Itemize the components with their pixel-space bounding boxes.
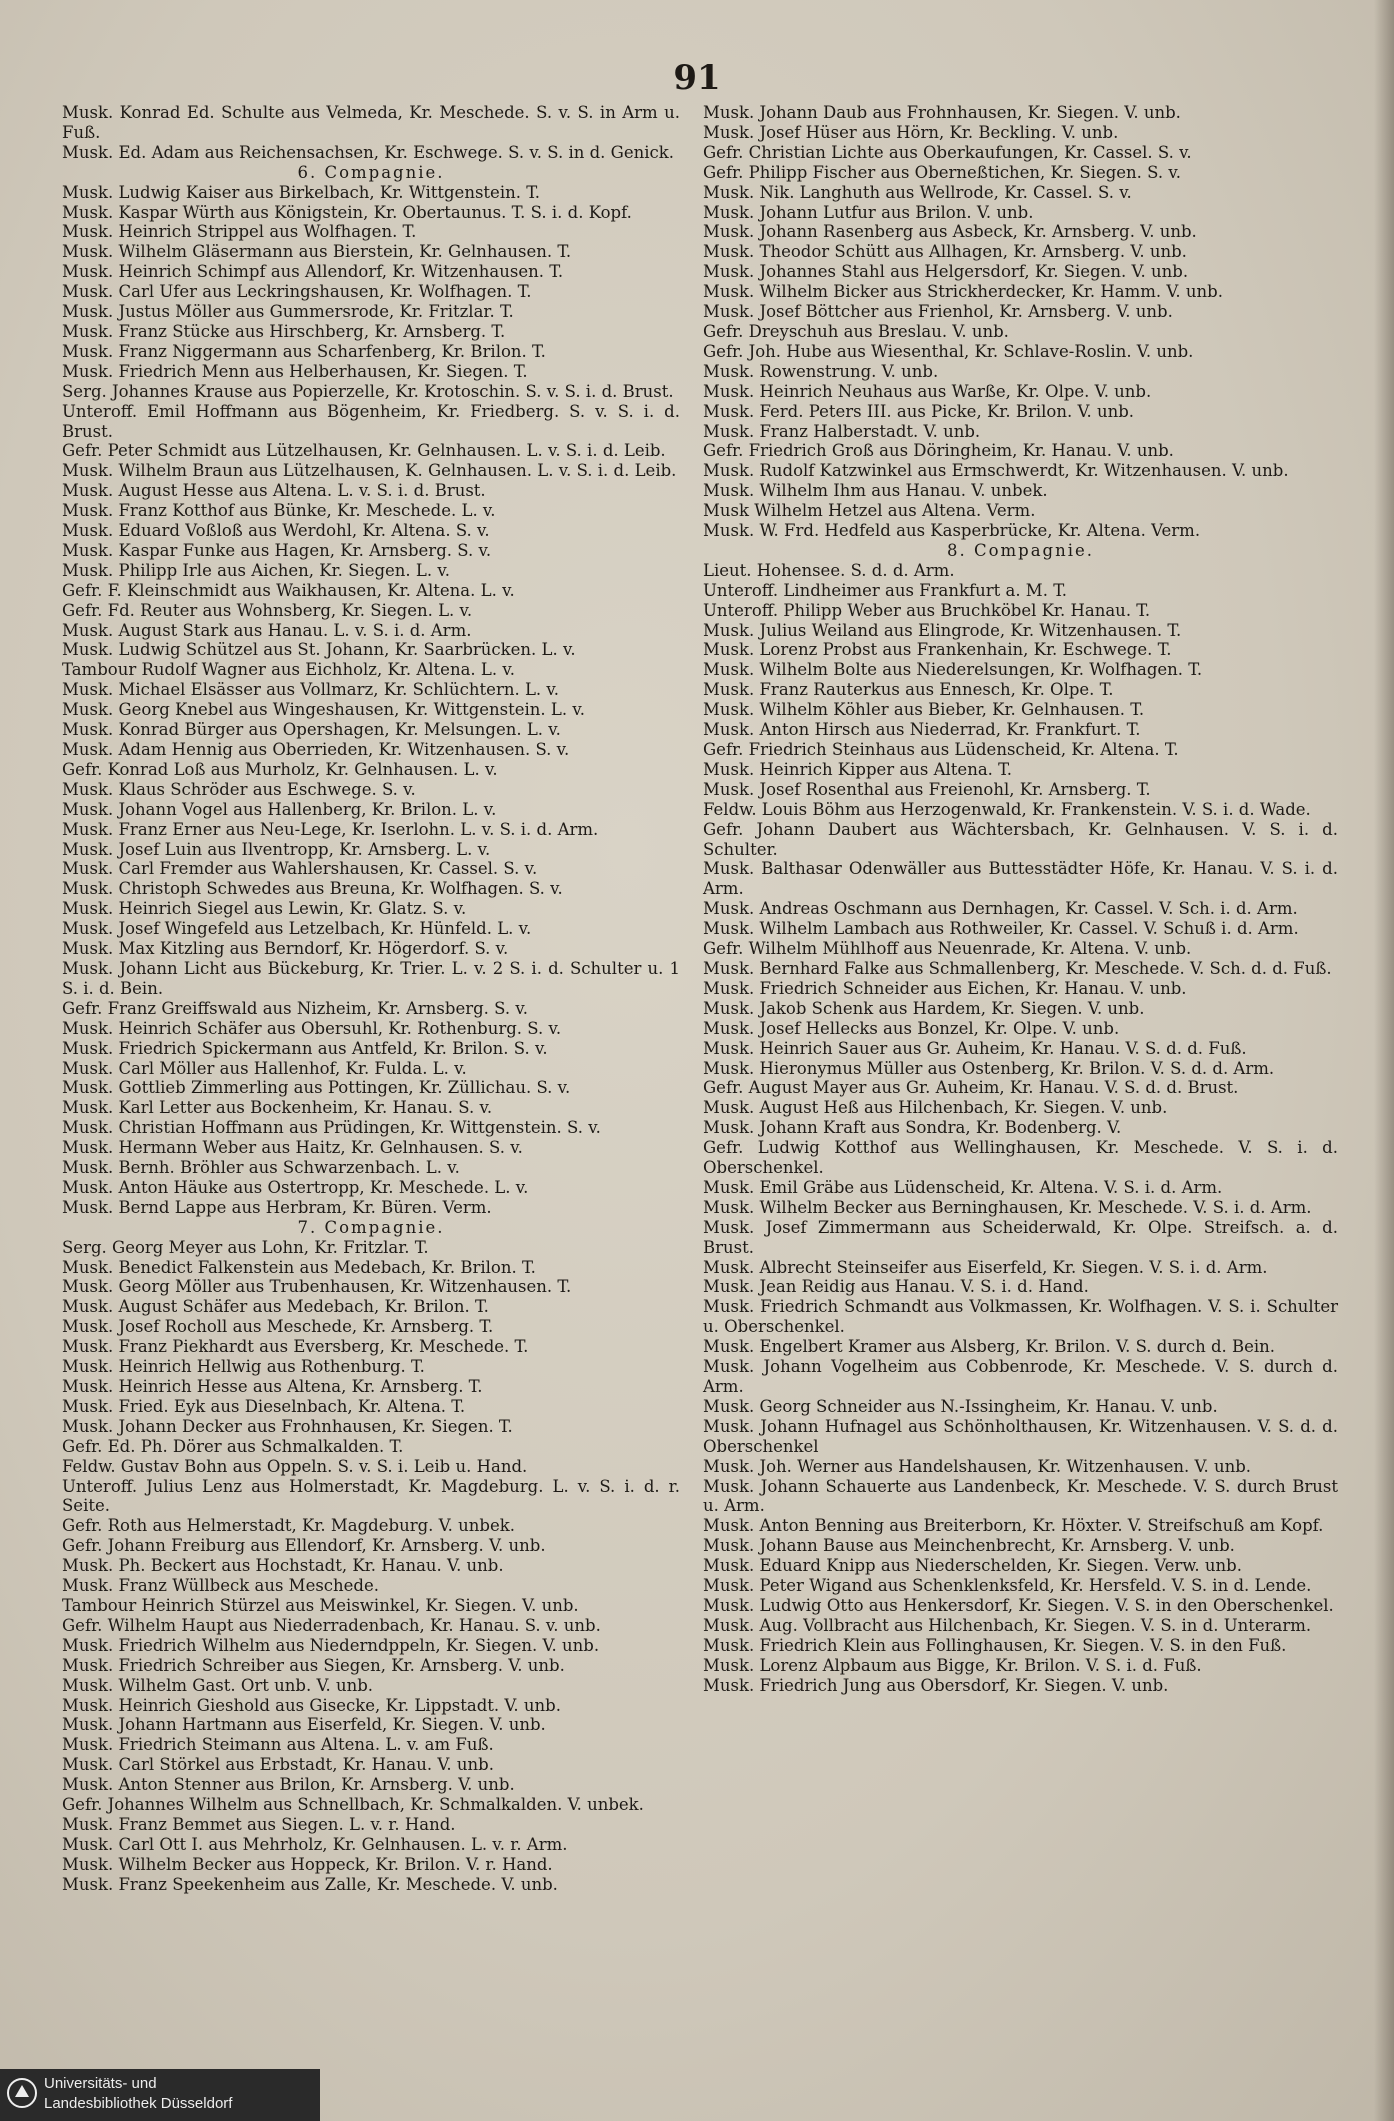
- casualty-entry: Musk. Rudolf Katzwinkel aus Ermschwerdt, Kr. Witzenhausen. V. unb.: [703, 461, 1289, 481]
- casualty-entry: Musk. Wilhelm Becker aus Hoppeck, Kr. Brilon. V. r. Hand.: [62, 1854, 553, 1874]
- casualty-entry: Musk. Theodor Schütt aus Allhagen, Kr. Arnsberg. V. unb.: [703, 242, 1187, 262]
- casualty-entry: Musk. Lorenz Probst aus Frankenhain, Kr. Eschwege. T.: [703, 640, 1172, 660]
- casualty-entry: Musk. Friedrich Schmandt aus Volkmassen, Kr. Wolfhagen. V. S. i. Schulter u. Oberschenkel.: [703, 1297, 1338, 1337]
- casualty-entry: Musk. Franz Rauterkus aus Ennesch, Kr. Olpe. T.: [703, 680, 1114, 700]
- casualty-entry: Gefr. Peter Schmidt aus Lützelhausen, Kr. Gelnhausen. L. v. S. i. d. Leib.: [62, 441, 666, 461]
- casualty-entry: Musk. Johannes Stahl aus Helgersdorf, Kr. Siegen. V. unb.: [703, 262, 1189, 282]
- casualty-entry: Musk. August Hesse aus Altena. L. v. S. i. d. Brust.: [62, 481, 486, 501]
- casualty-entry: Musk. Ludwig Otto aus Henkersdorf, Kr. Siegen. V. S. in den Oberschenkel.: [703, 1595, 1334, 1615]
- casualty-entry: Serg. Johannes Krause aus Popierzelle, Kr. Krotoschin. S. v. S. i. d. Brust.: [62, 381, 674, 401]
- casualty-entry: Musk. Kaspar Funke aus Hagen, Kr. Arnsberg. S. v.: [62, 540, 492, 560]
- casualty-entry: Musk. Franz Kotthof aus Bünke, Kr. Meschede. L. v.: [62, 501, 496, 521]
- casualty-entry: Musk. Josef Zimmermann aus Scheiderwald, Kr. Olpe. Streifsch. a. d. Brust.: [703, 1217, 1338, 1257]
- casualty-entry: Gefr. Johann Daubert aus Wächtersbach, Kr. Gelnhausen. V. S. i. d. Schulter.: [703, 819, 1338, 859]
- casualty-entry: Musk. Friedrich Schneider aus Eichen, Kr. Hanau. V. unb.: [703, 978, 1187, 998]
- casualty-entry: Musk. Franz Speekenheim aus Zalle, Kr. Meschede. V. unb.: [62, 1874, 558, 1894]
- casualty-entry: Musk. Friedrich Menn aus Helberhausen, Kr. Siegen. T.: [62, 361, 528, 381]
- casualty-entry: Musk. Nik. Langhuth aus Wellrode, Kr. Cassel. S. v.: [703, 182, 1132, 202]
- casualty-entry: Musk. Michael Elsässer aus Vollmarz, Kr. Schlüchtern. L. v.: [62, 680, 560, 700]
- casualty-entry: Musk. Josef Rocholl aus Meschede, Kr. Arnsberg. T.: [62, 1317, 494, 1337]
- casualty-entry: Musk. Johann Licht aus Bückeburg, Kr. Trier. L. v. 2 S. i. d. Schulter u. 1 S. i. d. Bein.: [62, 958, 680, 998]
- casualty-entry: Musk. Wilhelm Bolte aus Niederelsungen, Kr. Wolfhagen. T.: [703, 660, 1203, 680]
- casualty-entry: Gefr. Roth aus Helmerstadt, Kr. Magdeburg. V. unbek.: [62, 1516, 515, 1536]
- casualty-entry: Gefr. Ludwig Kotthof aus Wellinghausen, Kr. Meschede. V. S. i. d. Oberschenkel.: [703, 1138, 1338, 1178]
- casualty-entry: Musk. Friedrich Steimann aus Altena. L. v. am Fuß.: [62, 1735, 494, 1755]
- casualty-entry: Musk. Friedrich Spickermann aus Antfeld, Kr. Brilon. S. v.: [62, 1038, 548, 1058]
- casualty-entry: Musk. Ed. Adam aus Reichensachsen, Kr. Eschwege. S. v. S. in d. Genick.: [62, 142, 674, 162]
- casualty-entry: Musk. Carl Ott I. aus Mehrholz, Kr. Gelnhausen. L. v. r. Arm.: [62, 1834, 568, 1854]
- casualty-entry: Serg. Georg Meyer aus Lohn, Kr. Fritzlar. T.: [62, 1237, 429, 1257]
- ulb-logo-icon: [6, 2077, 38, 2109]
- casualty-entry: Gefr. F. Kleinschmidt aus Waikhausen, Kr. Altena. L. v.: [62, 580, 515, 600]
- casualty-entry: Musk. Johann Decker aus Frohnhausen, Kr. Siegen. T.: [62, 1416, 513, 1436]
- casualty-entry: Musk. Konrad Ed. Schulte aus Velmeda, Kr. Meschede. S. v. S. in Arm u. Fuß.: [62, 103, 680, 142]
- casualty-entry: Musk. Friedrich Klein aus Follinghausen, Kr. Siegen. V. S. in den Fuß.: [703, 1635, 1287, 1655]
- casualty-entry: Musk. Franz Piekhardt aus Eversberg, Kr. Meschede. T.: [62, 1337, 529, 1357]
- casualty-entry: Musk. Franz Stücke aus Hirschberg, Kr. Arnsberg. T.: [62, 321, 506, 341]
- casualty-entry: Musk. Christoph Schwedes aus Breuna, Kr. Wolfhagen. S. v.: [62, 879, 563, 899]
- casualty-entry: Musk. Franz Niggermann aus Scharfenberg, Kr. Brilon. T.: [62, 341, 546, 361]
- casualty-entry: Musk. Georg Knebel aus Wingeshausen, Kr. Wittgenstein. L. v.: [62, 700, 585, 720]
- casualty-entry: Musk. Friedrich Wilhelm aus Niederndppeln, Kr. Siegen. V. unb.: [62, 1635, 600, 1655]
- casualty-entry: Musk. Bernhard Falke aus Schmallenberg, Kr. Meschede. V. Sch. d. d. Fuß.: [703, 958, 1332, 978]
- footer-line-2: Landesbibliothek Düsseldorf: [44, 2095, 233, 2112]
- casualty-entry: Gefr. Christian Lichte aus Oberkaufungen, Kr. Cassel. S. v.: [703, 142, 1192, 162]
- casualty-entry: Musk. Emil Gräbe aus Lüdenscheid, Kr. Altena. V. S. i. d. Arm.: [703, 1177, 1223, 1197]
- casualty-entry: Musk. Johann Vogelheim aus Cobbenrode, Kr. Meschede. V. S. durch d. Arm.: [703, 1357, 1338, 1396]
- casualty-entry: Musk. Bernd Lappe aus Herbram, Kr. Büren. Verm.: [62, 1197, 492, 1217]
- casualty-entry: Musk. Engelbert Kramer aus Alsberg, Kr. Brilon. V. S. durch d. Bein.: [703, 1337, 1276, 1357]
- library-footer: [0, 2069, 320, 2121]
- casualty-entry: Musk. August Schäfer aus Medebach, Kr. Brilon. T.: [62, 1297, 489, 1317]
- casualty-entry: Musk. Heinrich Siegel aus Lewin, Kr. Glatz. S. v.: [62, 899, 467, 919]
- casualty-entry: Musk. August Heß aus Hilchenbach, Kr. Siegen. V. unb.: [703, 1098, 1168, 1118]
- casualty-entry: Musk. Philipp Irle aus Aichen, Kr. Siegen. L. v.: [62, 560, 450, 580]
- casualty-entry: Musk. Josef Böttcher aus Frienhol, Kr. Arnsberg. V. unb.: [703, 302, 1173, 322]
- casualty-entry: Musk. Johann Rasenberg aus Asbeck, Kr. Arnsberg. V. unb.: [703, 222, 1197, 242]
- casualty-entry: Tambour Heinrich Stürzel aus Meiswinkel, Kr. Siegen. V. unb.: [62, 1595, 579, 1615]
- casualty-entry: Musk. Wilhelm Köhler aus Bieber, Kr. Gelnhausen. T.: [703, 700, 1145, 720]
- casualty-entry: Musk. Josef Rosenthal aus Freienohl, Kr. Arnsberg. T.: [703, 779, 1151, 799]
- casualty-entry: Musk. Johann Hufnagel aus Schönholthausen, Kr. Witzenhausen. V. S. d. d. Oberschenkel: [703, 1416, 1338, 1456]
- casualty-entry: Musk. Johann Vogel aus Hallenberg, Kr. Brilon. L. v.: [62, 799, 497, 819]
- casualty-entry: Musk. Ferd. Peters III. aus Picke, Kr. Brilon. V. unb.: [703, 401, 1135, 421]
- casualty-entry: Gefr. Konrad Loß aus Murholz, Kr. Gelnhausen. L. v.: [62, 759, 498, 779]
- casualty-entry: Musk. Max Kitzling aus Berndorf, Kr. Högerdorf. S. v.: [62, 939, 509, 959]
- casualty-entry: Musk. Kaspar Würth aus Königstein, Kr. Obertaunus. T. S. i. d. Kopf.: [62, 202, 632, 222]
- casualty-entry: Gefr. Dreyschuh aus Breslau. V. unb.: [703, 321, 1009, 341]
- casualty-entry: Gefr. Wilhelm Haupt aus Niederradenbach, Kr. Hanau. S. v. unb.: [62, 1615, 601, 1635]
- casualty-entry: Musk. Wilhelm Bicker aus Strickherdecker, Kr. Hamm. V. unb.: [703, 282, 1223, 302]
- casualty-entry: Gefr. Johannes Wilhelm aus Schnellbach, Kr. Schmalkalden. V. unbek.: [62, 1795, 644, 1815]
- casualty-entry: Musk. Franz Wüllbeck aus Meschede.: [62, 1576, 380, 1596]
- casualty-entry: Musk. August Stark aus Hanau. L. v. S. i. d. Arm.: [62, 620, 472, 640]
- casualty-entry: Unteroff. Philipp Weber aus Bruchköbel Kr. Hanau. T.: [703, 600, 1151, 620]
- casualty-entry: Musk. Heinrich Neuhaus aus Warße, Kr. Olpe. V. unb.: [703, 381, 1152, 401]
- casualty-entry: Musk. Christian Hoffmann aus Prüdingen, Kr. Wittgenstein. S. v.: [62, 1118, 601, 1138]
- casualty-entry: Musk. Justus Möller aus Gummersrode, Kr. Fritzlar. T.: [62, 302, 514, 322]
- casualty-entry: Gefr. Wilhelm Mühlhoff aus Neuenrade, Kr. Altena. V. unb.: [703, 939, 1192, 959]
- casualty-entry: Musk. Wilhelm Braun aus Lützelhausen, K. Gelnhausen. L. v. S. i. d. Leib.: [62, 461, 677, 481]
- casualty-entry: Musk. Joh. Werner aus Handelshausen, Kr. Witzenhausen. V. unb.: [703, 1456, 1252, 1476]
- casualty-entry: Gefr. Friedrich Steinhaus aus Lüdenscheid, Kr. Altena. T.: [703, 740, 1179, 759]
- casualty-entry: Musk. Georg Schneider aus N.-Issingheim, Kr. Hanau. V. unb.: [703, 1396, 1218, 1416]
- casualty-entry: Feldw. Gustav Bohn aus Oppeln. S. v. S. i. Leib u. Hand.: [62, 1456, 528, 1476]
- casualty-entry: Musk. Heinrich Gieshold aus Gisecke, Kr. Lippstadt. V. unb.: [62, 1695, 561, 1715]
- casualty-entry: Musk. Johann Kraft aus Sondra, Kr. Bodenberg. V.: [703, 1118, 1122, 1138]
- casualty-entry: Musk. Johann Schauerte aus Landenbeck, Kr. Meschede. V. S. durch Brust u. Arm.: [703, 1476, 1338, 1516]
- casualty-entry: Musk. Heinrich Schimpf aus Allendorf, Kr. Witzenhausen. T.: [62, 262, 564, 282]
- casualty-entry: Musk. Franz Halberstadt. V. unb.: [703, 421, 981, 441]
- casualty-entry: Musk. Franz Bemmet aus Siegen. L. v. r. Hand.: [62, 1814, 456, 1834]
- casualty-entry: Musk. Ludwig Schützel aus St. Johann, Kr. Saarbrücken. L. v.: [62, 640, 576, 660]
- casualty-entry: Musk. Hieronymus Müller aus Ostenberg, Kr. Brilon. V. S. d. d. Arm.: [703, 1058, 1275, 1078]
- casualty-entry: Musk. Julius Weiland aus Elingrode, Kr. Witzenhausen. T.: [703, 620, 1182, 640]
- casualty-entry: Lieut. Hohensee. S. d. d. Arm.: [703, 560, 955, 580]
- casualty-entry: Musk. W. Frd. Hedfeld aus Kasperbrücke, Kr. Altena. Verm.: [703, 521, 1201, 541]
- casualty-entry: Musk. Fried. Eyk aus Dieselnbach, Kr. Altena. T.: [62, 1396, 466, 1416]
- casualty-entry: Musk. Heinrich Schäfer aus Obersuhl, Kr. Rothenburg. S. v.: [62, 1018, 562, 1038]
- left-column: [62, 103, 680, 1895]
- casualty-entry: Musk. Anton Stenner aus Brilon, Kr. Arnsberg. V. unb.: [62, 1775, 515, 1795]
- casualty-entry: Musk. Heinrich Hesse aus Altena, Kr. Arnsberg. T.: [62, 1377, 483, 1396]
- casualty-entry: Musk. Andreas Oschmann aus Dernhagen, Kr. Cassel. V. Sch. i. d. Arm.: [703, 899, 1298, 919]
- casualty-entry: Musk. Wilhelm Lambach aus Rothweiler, Kr. Cassel. V. Schuß i. d. Arm.: [703, 919, 1299, 939]
- casualty-entry: Musk. Rowenstrung. V. unb.: [703, 361, 939, 381]
- casualty-entry: Musk. Wilhelm Gast. Ort unb. V. unb.: [62, 1675, 374, 1695]
- casualty-entry: Gefr. Joh. Hube aus Wiesenthal, Kr. Schlave-Roslin. V. unb.: [703, 341, 1194, 361]
- casualty-entry: Musk. Balthasar Odenwäller aus Buttesstädter Höfe, Kr. Hanau. V. S. i. d. Arm.: [703, 859, 1338, 899]
- casualty-entry: Musk. Anton Benning aus Breiterborn, Kr. Höxter. V. Streifschuß am Kopf.: [703, 1516, 1324, 1536]
- casualty-entry: Musk. Jean Reidig aus Hanau. V. S. i. d. Hand.: [703, 1277, 1089, 1297]
- casualty-entry: Musk. Eduard Knipp aus Niederschelden, Kr. Siegen. Verw. unb.: [703, 1556, 1242, 1576]
- casualty-entry: Unteroff. Julius Lenz aus Holmerstadt, Kr. Magdeburg. L. v. S. i. d. r. Seite.: [62, 1476, 680, 1516]
- casualty-entry: Musk. Johann Lutfur aus Brilon. V. unb.: [703, 202, 1034, 222]
- casualty-entry: Tambour Rudolf Wagner aus Eichholz, Kr. Altena. L. v.: [62, 660, 515, 680]
- casualty-entry: Musk. Franz Erner aus Neu-Lege, Kr. Iserlohn. L. v. S. i. d. Arm.: [62, 819, 599, 839]
- casualty-entry: Musk. Friedrich Jung aus Obersdorf, Kr. Siegen. V. unb.: [703, 1675, 1169, 1695]
- casualty-entry: Musk. Gottlieb Zimmerling aus Pottingen, Kr. Züllichau. S. v.: [62, 1078, 571, 1098]
- casualty-entry: Gefr. Philipp Fischer aus Oberneßtichen, Kr. Siegen. S. v.: [703, 162, 1181, 182]
- casualty-entry: Musk. Eduard Voßloß aus Werdohl, Kr. Altena. S. v.: [62, 521, 490, 541]
- casualty-entry: Musk. Josef Luin aus Ilventropp, Kr. Arnsberg. L. v.: [62, 839, 491, 859]
- casualty-entry: Musk. Konrad Bürger aus Opershagen, Kr. Melsungen. L. v.: [62, 720, 561, 740]
- casualty-entry: Musk. Friedrich Schreiber aus Siegen, Kr. Arnsberg. V. unb.: [62, 1655, 565, 1675]
- casualty-entry: Gefr. Friedrich Groß aus Döringheim, Kr. Hanau. V. unb.: [703, 441, 1174, 461]
- casualty-entry: Musk. Klaus Schröder aus Eschwege. S. v.: [62, 779, 416, 799]
- company-heading: 7. Compagnie.: [297, 1217, 445, 1237]
- casualty-entry: Gefr. Franz Greiffswald aus Nizheim, Kr. Arnsberg. S. v.: [62, 998, 528, 1018]
- casualty-entry: Musk. Heinrich Hellwig aus Rothenburg. T.: [62, 1357, 425, 1377]
- casualty-entry: Musk. Johann Daub aus Frohnhausen, Kr. Siegen. V. unb.: [703, 103, 1181, 122]
- casualty-entry: Musk Wilhelm Hetzel aus Altena. Verm.: [703, 501, 1036, 521]
- casualty-entry: Musk. Wilhelm Becker aus Berninghausen, Kr. Meschede. V. S. i. d. Arm.: [703, 1197, 1312, 1217]
- casualty-entry: Musk. Josef Hellecks aus Bonzel, Kr. Olpe. V. unb.: [703, 1018, 1120, 1038]
- casualty-entry: Musk. Johann Bause aus Meinchenbrecht, Kr. Arnsberg. V. unb.: [703, 1536, 1235, 1556]
- casualty-entry: Musk. Josef Hüser aus Hörn, Kr. Beckling. V. unb.: [703, 122, 1119, 142]
- casualty-entry: Musk. Ludwig Kaiser aus Birkelbach, Kr. Wittgenstein. T.: [62, 182, 541, 202]
- casualty-entry: Musk. Peter Wigand aus Schenklenksfeld, Kr. Hersfeld. V. S. in d. Lende.: [703, 1576, 1312, 1596]
- casualty-entry: Musk. Johann Hartmann aus Eiserfeld, Kr. Siegen. V. unb.: [62, 1715, 546, 1735]
- casualty-entry: Musk. Georg Möller aus Trubenhausen, Kr. Witzenhausen. T.: [62, 1277, 572, 1297]
- casualty-entry: Musk. Ph. Beckert aus Hochstadt, Kr. Hanau. V. unb.: [62, 1556, 504, 1576]
- casualty-entry: Musk. Anton Hirsch aus Niederrad, Kr. Frankfurt. T.: [703, 720, 1141, 740]
- page-number: 91: [673, 58, 721, 98]
- casualty-entry: Musk. Bernh. Bröhler aus Schwarzenbach. L. v.: [62, 1158, 460, 1178]
- casualty-entry: Musk. Heinrich Sauer aus Gr. Auheim, Kr. Hanau. V. S. d. d. Fuß.: [703, 1038, 1247, 1058]
- casualty-entry: Musk. Carl Fremder aus Wahlershausen, Kr. Cassel. S. v.: [62, 859, 538, 879]
- casualty-entry: Musk. Albrecht Steinseifer aus Eiserfeld, Kr. Siegen. V. S. i. d. Arm.: [703, 1257, 1268, 1277]
- footer-line-1: Universitäts- und: [44, 2075, 157, 2092]
- company-heading: 6. Compagnie.: [297, 162, 445, 182]
- casualty-entry: Feldw. Louis Böhm aus Herzogenwald, Kr. Frankenstein. V. S. i. d. Wade.: [703, 799, 1311, 819]
- right-column: [703, 103, 1338, 1696]
- casualty-entry: Musk. Adam Hennig aus Oberrieden, Kr. Witzenhausen. S. v.: [62, 740, 570, 759]
- casualty-entry: Musk. Wilhelm Gläsermann aus Bierstein, Kr. Gelnhausen. T.: [62, 242, 572, 262]
- casualty-entry: Gefr. Fd. Reuter aus Wohnsberg, Kr. Siegen. L. v.: [62, 600, 473, 620]
- casualty-entry: Musk. Josef Wingefeld aus Letzelbach, Kr. Hünfeld. L. v.: [62, 919, 532, 939]
- casualty-entry: Musk. Jakob Schenk aus Hardem, Kr. Siegen. V. unb.: [703, 998, 1145, 1018]
- casualty-entry: Gefr. Ed. Ph. Dörer aus Schmalkalden. T.: [62, 1436, 404, 1456]
- casualty-entry: Musk. Heinrich Strippel aus Wolfhagen. T.: [62, 222, 417, 242]
- casualty-entry: Musk. Aug. Vollbracht aus Hilchenbach, Kr. Siegen. V. S. in d. Unterarm.: [703, 1615, 1312, 1635]
- page-edge-shadow: [1374, 0, 1394, 2121]
- company-heading: 8. Compagnie.: [946, 540, 1095, 560]
- casualty-entry: Musk. Benedict Falkenstein aus Medebach, Kr. Brilon. T.: [62, 1257, 536, 1277]
- casualty-entry: Gefr. Johann Freiburg aus Ellendorf, Kr. Arnsberg. V. unb.: [62, 1536, 546, 1556]
- casualty-entry: Musk. Wilhelm Ihm aus Hanau. V. unbek.: [703, 481, 1048, 501]
- casualty-entry: Musk. Karl Letter aus Bockenheim, Kr. Hanau. S. v.: [62, 1098, 493, 1118]
- casualty-entry: Gefr. August Mayer aus Gr. Auheim, Kr. Hanau. V. S. d. d. Brust.: [703, 1078, 1239, 1098]
- casualty-entry: Musk. Carl Störkel aus Erbstadt, Kr. Hanau. V. unb.: [62, 1755, 494, 1775]
- casualty-entry: Unteroff. Lindheimer aus Frankfurt a. M. T.: [703, 580, 1068, 600]
- casualty-entry: Musk. Lorenz Alpbaum aus Bigge, Kr. Brilon. V. S. i. d. Fuß.: [703, 1655, 1202, 1675]
- casualty-entry: Musk. Hermann Weber aus Haitz, Kr. Gelnhausen. S. v.: [62, 1138, 523, 1158]
- casualty-entry: Unteroff. Emil Hoffmann aus Bögenheim, Kr. Friedberg. S. v. S. i. d. Brust.: [62, 401, 680, 441]
- casualty-entry: Musk. Anton Häuke aus Ostertropp, Kr. Meschede. L. v.: [62, 1177, 529, 1197]
- casualty-entry: Musk. Carl Möller aus Hallenhof, Kr. Fulda. L. v.: [62, 1058, 467, 1078]
- casualty-entry: Musk. Carl Ufer aus Leckringshausen, Kr. Wolfhagen. T.: [62, 282, 532, 302]
- casualty-entry: Musk. Heinrich Kipper aus Altena. T.: [703, 759, 1012, 779]
